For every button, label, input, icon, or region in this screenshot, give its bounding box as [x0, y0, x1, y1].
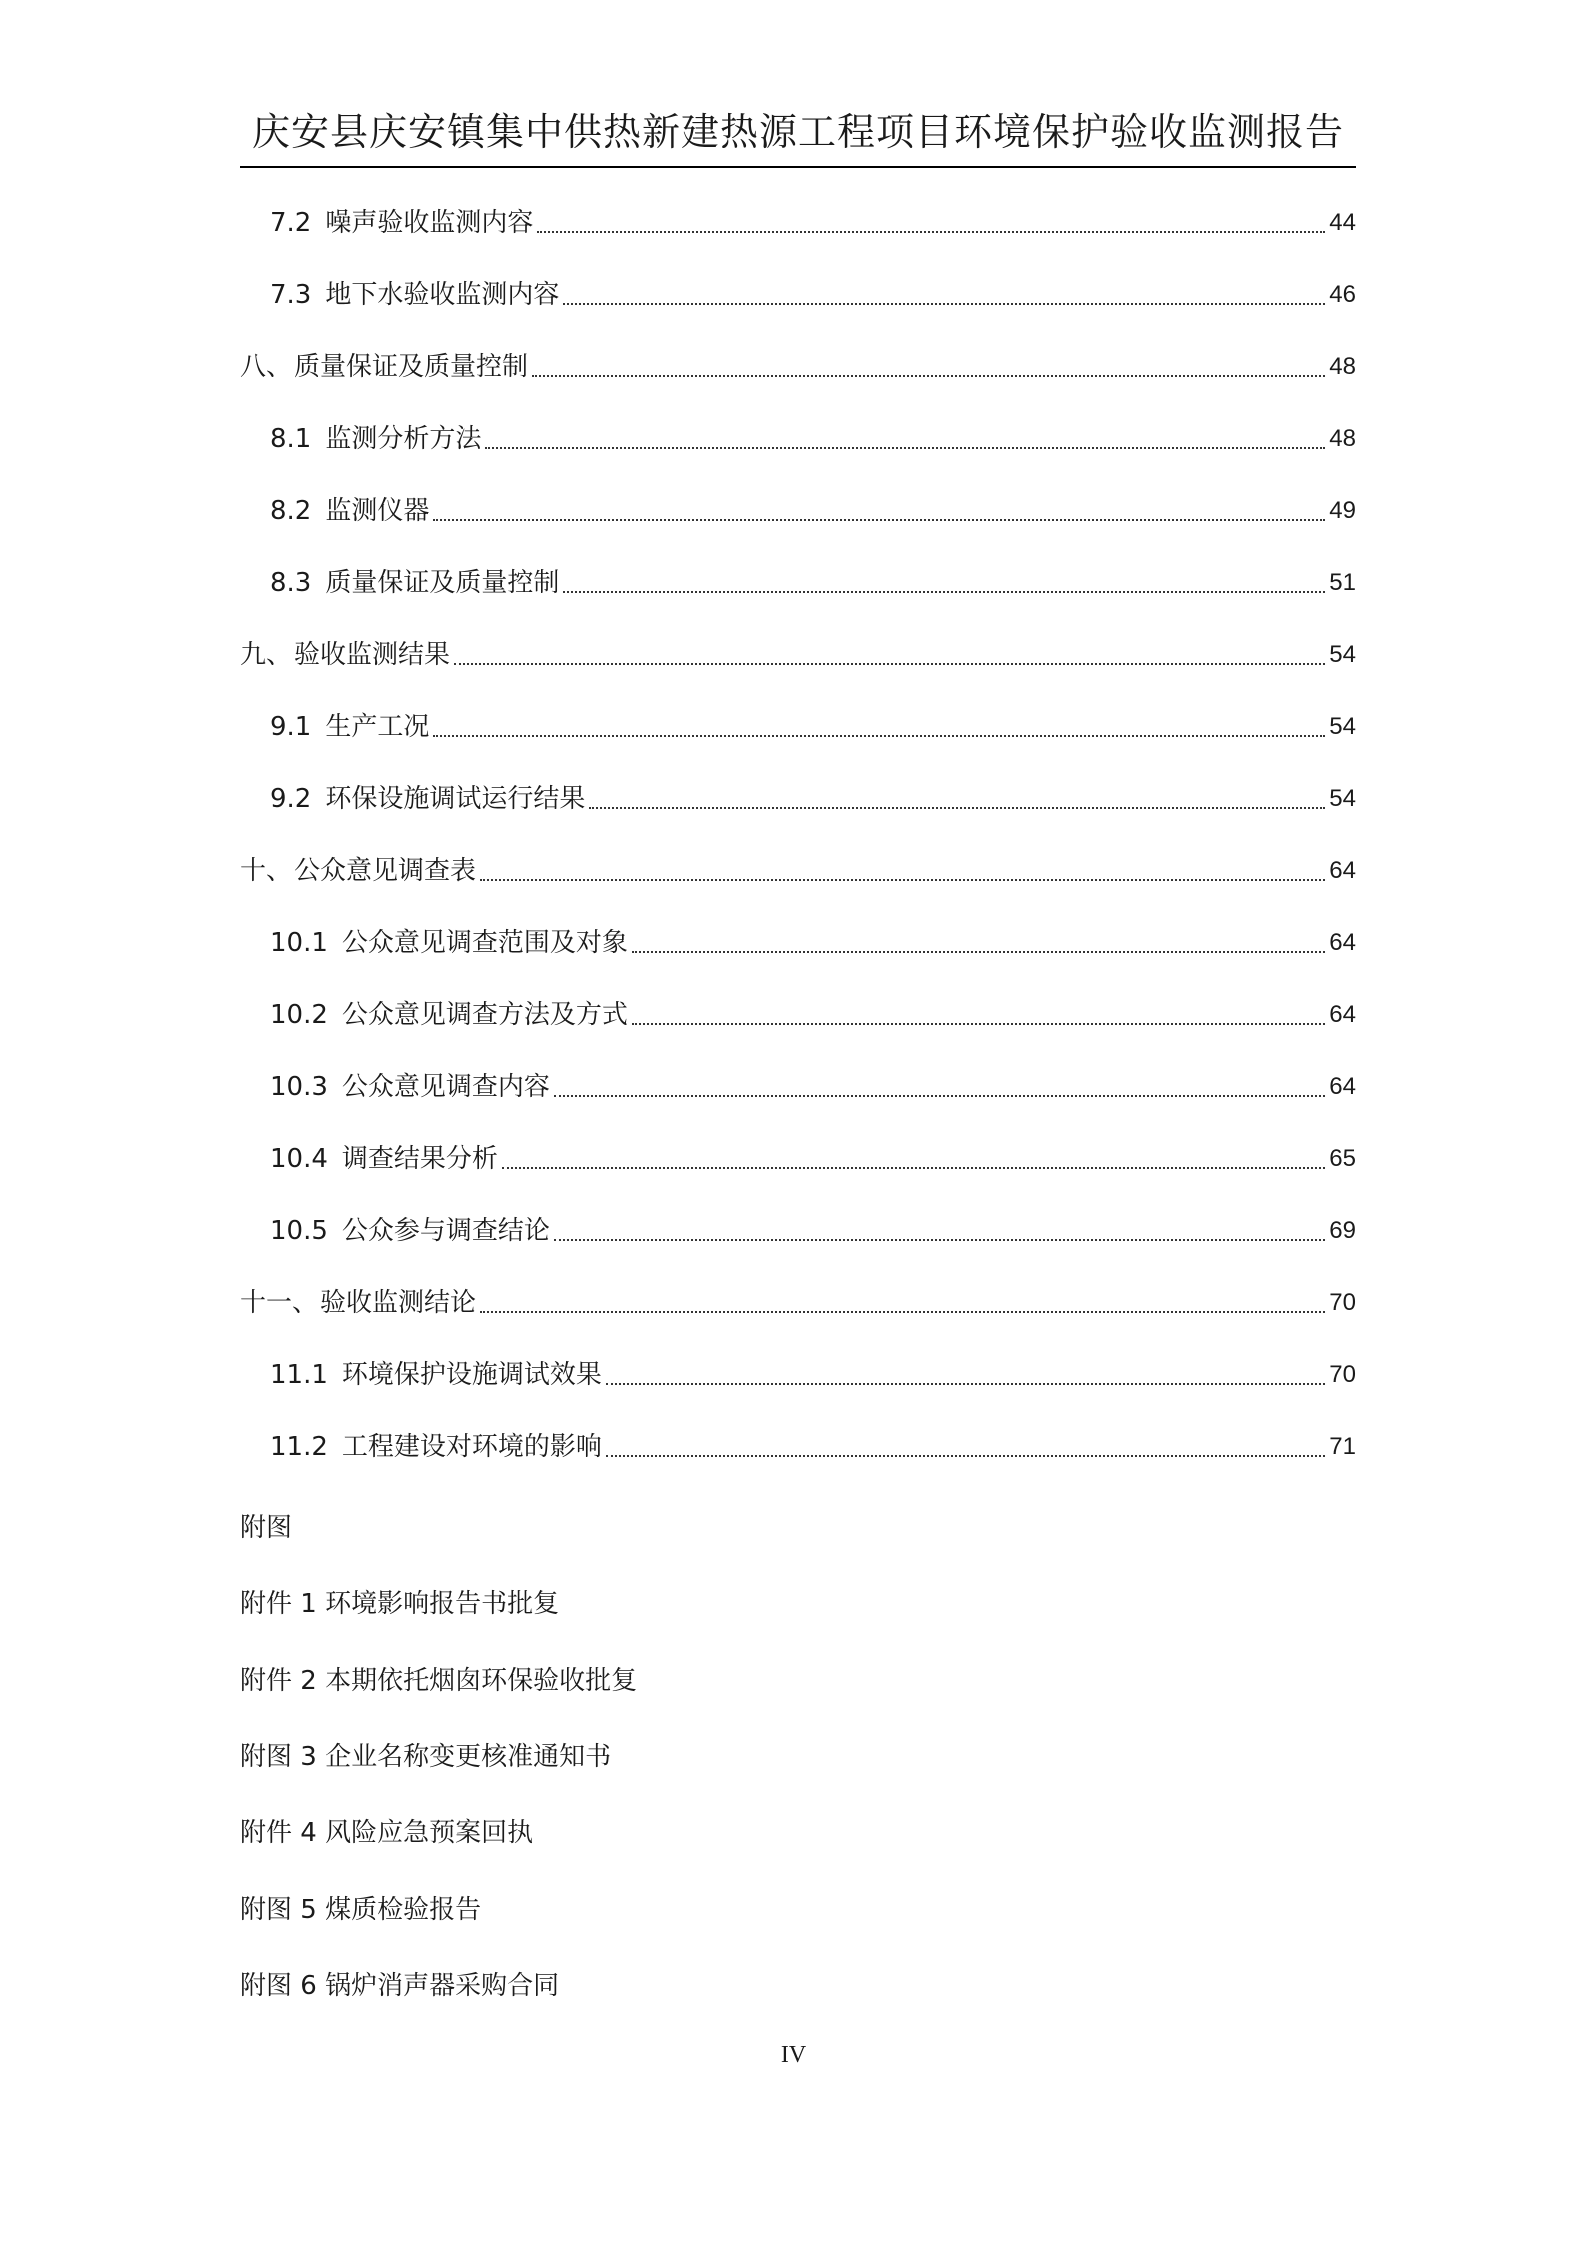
appendix-item-5: 附图 5 煤质检验报告 — [240, 1895, 482, 1925]
toc-entry-label: 公众参与调查结论 — [341, 1216, 550, 1246]
toc-dot-leader — [554, 1095, 1325, 1097]
toc-entry-label: 监测仪器 — [325, 496, 430, 526]
toc-page-number: 64 — [1329, 1073, 1356, 1100]
toc-entry-number: 九、 — [240, 640, 293, 670]
toc-entry-8-1[interactable] — [270, 419, 1356, 459]
toc-entry-number: 7.3 — [270, 280, 312, 310]
toc-entry-label: 环保设施调试运行结果 — [325, 784, 586, 814]
toc-entry-number: 7.2 — [270, 208, 312, 238]
appendix-item-2: 附件 2 本期依托烟囱环保验收批复 — [240, 1666, 638, 1696]
toc-entry-label: 公众意见调查范围及对象 — [341, 928, 628, 958]
appendix-item-1: 附件 1 环境影响报告书批复 — [240, 1589, 560, 1619]
toc-dot-leader — [480, 879, 1325, 881]
toc-entry-9-1[interactable] — [270, 707, 1356, 747]
toc-dot-leader — [563, 591, 1325, 593]
toc-entry-number: 八、 — [240, 352, 293, 382]
toc-entry-label: 公众意见调查方法及方式 — [341, 1000, 628, 1030]
toc-entry-label: 地下水验收监测内容 — [325, 280, 560, 310]
toc-entry-number: 十、 — [240, 856, 293, 886]
toc-entry-label: 环境保护设施调试效果 — [341, 1360, 602, 1390]
toc-page-number: 44 — [1329, 209, 1356, 236]
toc-dot-leader — [485, 447, 1325, 449]
toc-dot-leader — [433, 519, 1325, 521]
toc-dot-leader — [537, 231, 1325, 233]
toc-dot-leader — [563, 303, 1325, 305]
toc-page-number: 48 — [1329, 425, 1356, 452]
toc-page-number: 54 — [1329, 713, 1356, 740]
toc-entry-10-4[interactable] — [270, 1139, 1356, 1179]
toc-entry-chapter-10[interactable] — [240, 851, 1356, 891]
toc-dot-leader — [454, 663, 1325, 665]
toc-entry-11-2[interactable] — [270, 1427, 1356, 1467]
toc-entry-number: 十一、 — [240, 1288, 319, 1318]
page-header-title: 庆安县庆安镇集中供热新建热源工程项目环境保护验收监测报告 — [251, 110, 1344, 154]
toc-entry-10-2[interactable] — [270, 995, 1356, 1035]
toc-page-number: 46 — [1329, 281, 1356, 308]
toc-entry-label: 工程建设对环境的影响 — [341, 1432, 602, 1462]
header-rule — [240, 166, 1356, 168]
toc-dot-leader — [589, 807, 1325, 809]
toc-entry-9-2[interactable] — [270, 779, 1356, 819]
toc-page-number: 65 — [1329, 1145, 1356, 1172]
toc-page-number: 71 — [1329, 1433, 1356, 1460]
toc-page-number: 70 — [1329, 1361, 1356, 1388]
toc-entry-label: 验收监测结果 — [294, 640, 451, 670]
toc-entry-8-3[interactable] — [270, 563, 1356, 603]
toc-entry-number: 10.5 — [270, 1216, 328, 1246]
appendix-item-4: 附件 4 风险应急预案回执 — [240, 1818, 534, 1848]
toc-page-number: 48 — [1329, 353, 1356, 380]
toc-entry-number: 10.4 — [270, 1144, 328, 1174]
toc-entry-chapter-8[interactable] — [240, 347, 1356, 387]
appendix-figures-heading: 附图 — [240, 1513, 293, 1543]
appendix-item-3: 附图 3 企业名称变更核准通知书 — [240, 1742, 612, 1772]
toc-page-number: 51 — [1329, 569, 1356, 596]
toc-entry-10-5[interactable] — [270, 1211, 1356, 1251]
toc-entry-label: 公众意见调查内容 — [341, 1072, 550, 1102]
toc-entry-7-2[interactable] — [270, 203, 1356, 243]
toc-dot-leader — [632, 951, 1325, 953]
toc-entry-number: 9.1 — [270, 712, 312, 742]
toc-page-number: 49 — [1329, 497, 1356, 524]
toc-page-number: 54 — [1329, 785, 1356, 812]
toc-dot-leader — [554, 1239, 1325, 1241]
toc-entry-label: 监测分析方法 — [325, 424, 482, 454]
toc-entry-11-1[interactable] — [270, 1355, 1356, 1395]
toc-page-number: 64 — [1329, 929, 1356, 956]
appendix-item-6: 附图 6 锅炉消声器采购合同 — [240, 1971, 560, 2001]
toc-entry-label: 调查结果分析 — [341, 1144, 498, 1174]
toc-entry-number: 10.1 — [270, 928, 328, 958]
toc-entry-label: 质量保证及质量控制 — [294, 352, 529, 382]
toc-entry-chapter-11[interactable] — [240, 1283, 1356, 1323]
toc-entry-label: 验收监测结论 — [320, 1288, 477, 1318]
toc-dot-leader — [632, 1023, 1325, 1025]
toc-entry-number: 8.2 — [270, 496, 312, 526]
toc-page-number: 64 — [1329, 1001, 1356, 1028]
toc-dot-leader — [606, 1383, 1325, 1385]
toc-entry-label: 生产工况 — [325, 712, 430, 742]
toc-entry-number: 10.3 — [270, 1072, 328, 1102]
page-number: IV — [780, 2042, 807, 2068]
toc-entry-number: 11.1 — [270, 1360, 328, 1390]
toc-entry-label: 质量保证及质量控制 — [325, 568, 560, 598]
toc-entry-number: 9.2 — [270, 784, 312, 814]
toc-entry-number: 8.1 — [270, 424, 312, 454]
toc-dot-leader — [606, 1455, 1325, 1457]
toc-dot-leader — [480, 1311, 1325, 1313]
toc-dot-leader — [433, 735, 1325, 737]
toc-entry-chapter-9[interactable] — [240, 635, 1356, 675]
toc-dot-leader — [502, 1167, 1325, 1169]
toc-page-number: 70 — [1329, 1289, 1356, 1316]
toc-page-number: 64 — [1329, 857, 1356, 884]
toc-entry-7-3[interactable] — [270, 275, 1356, 315]
toc-entry-8-2[interactable] — [270, 491, 1356, 531]
toc-entry-number: 11.2 — [270, 1432, 328, 1462]
toc-entry-label: 公众意见调查表 — [294, 856, 477, 886]
toc-entry-10-3[interactable] — [270, 1067, 1356, 1107]
toc-entry-number: 8.3 — [270, 568, 312, 598]
toc-entry-label: 噪声验收监测内容 — [325, 208, 534, 238]
toc-dot-leader — [532, 375, 1325, 377]
toc-page-number: 54 — [1329, 641, 1356, 668]
toc-entry-10-1[interactable] — [270, 923, 1356, 963]
toc-entry-number: 10.2 — [270, 1000, 328, 1030]
toc-page-number: 69 — [1329, 1217, 1356, 1244]
